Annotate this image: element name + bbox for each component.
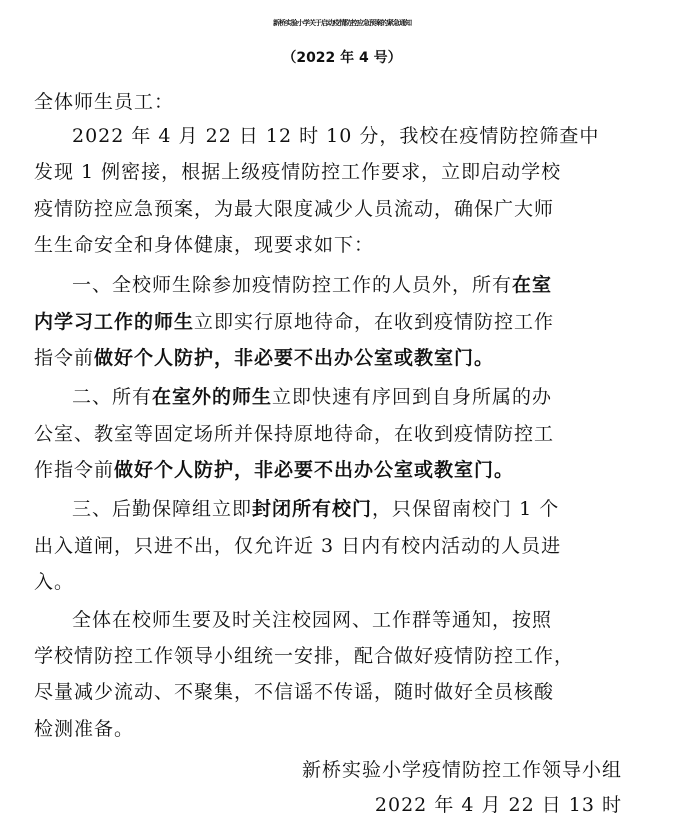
item2-text: 作指令前 bbox=[34, 459, 115, 481]
item1-line-3 bbox=[34, 345, 494, 371]
closing-line-3: 尽量减少流动、不聚集，不信谣不传谣，随时做好全员核酸 bbox=[34, 681, 555, 703]
closing-line-1: 全体在校师生要及时关注校园网、工作群等通知，按照 bbox=[72, 609, 553, 631]
closing-line-2: 学校情防控工作领导小组统一安排，配合做好疫情防控工作， bbox=[34, 645, 575, 667]
item3-line-1 bbox=[72, 496, 559, 522]
item2-text: 立即快速有序回到自身所属的办 bbox=[272, 386, 553, 408]
item2-line-2: 公室、教室等固定场所并保持原地待命，在收到疫情防控工 bbox=[34, 423, 555, 445]
item2-emphasis: 在室外的师生 bbox=[152, 386, 273, 408]
item1-line-1 bbox=[72, 272, 552, 298]
signature-organization: 新桥实验小学疫情防控工作领导小组 bbox=[301, 759, 622, 781]
intro-line-1: 2022 年 4 月 22 日 12 时 10 分，我校在疫情防控筛查中 bbox=[72, 125, 600, 147]
item3-text: 三、后勤保障组立即 bbox=[72, 498, 253, 520]
item1-emphasis: 做好个人防护，非必要不出办公室或教室门。 bbox=[94, 347, 495, 369]
item3-line-3: 入。 bbox=[34, 571, 75, 593]
item2-emphasis: 做好个人防护，非必要不出办公室或教室门。 bbox=[114, 459, 515, 481]
item2-line-1 bbox=[72, 384, 552, 410]
intro-line-2: 发现 1 例密接，根据上级疫情防控工作要求，立即启动学校 bbox=[34, 161, 562, 183]
item1-text: 一、全校师生除参加疫情防控工作的人员外，所有 bbox=[72, 274, 513, 296]
item1-emphasis: 在室 bbox=[512, 274, 553, 296]
item1-text: 指令前 bbox=[34, 347, 95, 369]
document-title: 新桥实验小学关于启动疫情防控应急预案的紧急通知 bbox=[273, 19, 411, 27]
closing-line-4: 检测准备。 bbox=[34, 718, 135, 740]
signature-date: 2022 年 4 月 22 日 13 时 bbox=[374, 794, 622, 816]
salutation: 全体师生员工： bbox=[34, 91, 175, 113]
item3-line-2: 出入道闸，只进不出，仅允许近 3 日内有校内活动的人员进 bbox=[34, 535, 562, 557]
intro-line-4: 生生命安全和身体健康，现要求如下： bbox=[34, 234, 375, 256]
item1-emphasis: 内学习工作的师生 bbox=[34, 311, 195, 333]
item3-emphasis: 封闭所有校门 bbox=[252, 498, 373, 520]
intro-line-3: 疫情防控应急预案，为最大限度减少人员流动，确保广大师 bbox=[34, 198, 555, 220]
item2-text: 二、所有 bbox=[72, 386, 153, 408]
item2-line-3 bbox=[34, 457, 514, 483]
document-number: （2022 年 4 号） bbox=[282, 50, 402, 66]
item1-line-2 bbox=[34, 309, 554, 335]
item1-text: 立即实行原地待命，在收到疫情防控工作 bbox=[194, 311, 555, 333]
item3-text: ，只保留南校门 1 个 bbox=[372, 498, 560, 520]
